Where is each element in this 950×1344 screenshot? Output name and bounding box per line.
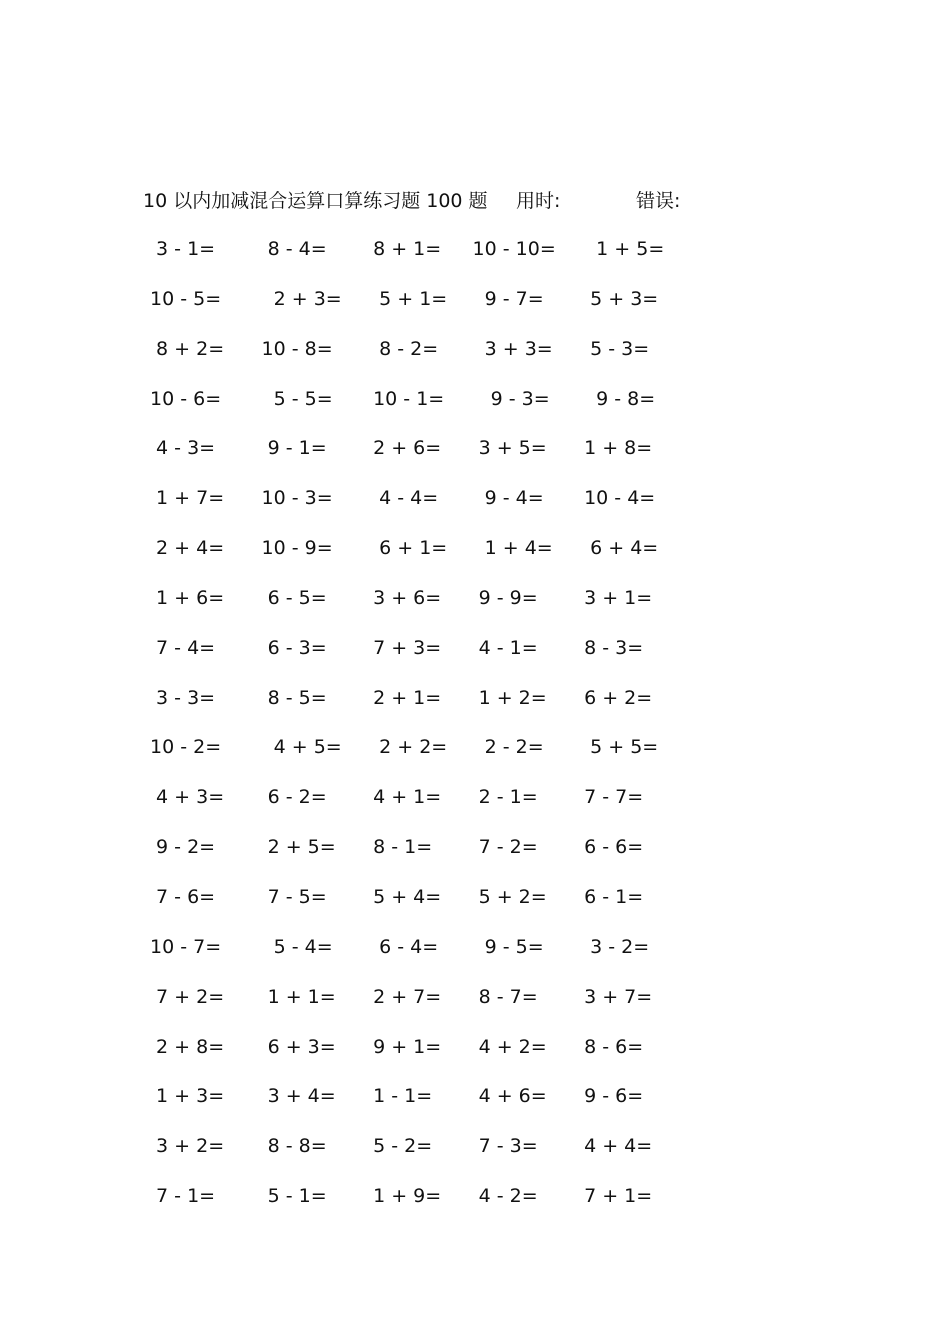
- problem-row: [150, 1081, 680, 1131]
- arithmetic-problem: 5 + 3=: [572, 287, 659, 310]
- arithmetic-problem: 1 + 4=: [466, 537, 553, 560]
- arithmetic-problem: 9 - 9=: [466, 586, 538, 609]
- arithmetic-problem: 2 - 1=: [466, 786, 538, 809]
- arithmetic-problem: 5 + 5=: [572, 736, 659, 759]
- arithmetic-problem: 7 - 1=: [150, 1185, 216, 1208]
- arithmetic-problem: 7 - 4=: [150, 636, 216, 659]
- arithmetic-problem: 5 - 4=: [255, 935, 333, 958]
- arithmetic-problem: 5 - 1=: [255, 1185, 327, 1208]
- arithmetic-problem: 10 - 6=: [150, 387, 222, 410]
- arithmetic-problem: 10 - 3=: [255, 487, 333, 510]
- arithmetic-problem: 6 + 2=: [572, 686, 653, 709]
- arithmetic-problem: 4 + 1=: [361, 786, 442, 809]
- arithmetic-problem: 7 - 2=: [466, 836, 538, 859]
- arithmetic-problem: 6 - 1=: [572, 885, 644, 908]
- errors-label: 错误:: [636, 190, 681, 212]
- arithmetic-problem: 9 - 4=: [466, 487, 544, 510]
- arithmetic-problem: 2 - 2=: [466, 736, 544, 759]
- arithmetic-problem: 3 + 1=: [572, 586, 653, 609]
- arithmetic-problem: 2 + 8=: [150, 1035, 225, 1058]
- problem-row: [150, 732, 680, 782]
- arithmetic-problem: 4 - 1=: [466, 636, 538, 659]
- arithmetic-problem: 6 + 1=: [361, 537, 448, 560]
- arithmetic-problem: 3 + 3=: [466, 337, 553, 360]
- arithmetic-problem: 5 + 1=: [361, 287, 448, 310]
- arithmetic-problem: 5 - 2=: [361, 1135, 433, 1158]
- arithmetic-problem: 8 - 8=: [255, 1135, 327, 1158]
- arithmetic-problem: 3 + 5=: [466, 437, 547, 460]
- arithmetic-problem: 2 + 2=: [361, 736, 448, 759]
- arithmetic-problem: 4 + 2=: [466, 1035, 547, 1058]
- arithmetic-problem: 8 - 3=: [572, 636, 644, 659]
- problem-row: [150, 782, 680, 832]
- arithmetic-problem: 4 + 4=: [572, 1135, 653, 1158]
- arithmetic-problem: 9 - 6=: [572, 1085, 644, 1108]
- problem-row: [150, 583, 680, 633]
- arithmetic-problem: 9 - 7=: [466, 287, 544, 310]
- problem-row: [150, 882, 680, 932]
- arithmetic-problem: 4 + 3=: [150, 786, 225, 809]
- problem-row: [150, 533, 680, 583]
- problem-row: [150, 982, 680, 1032]
- problem-row: [150, 683, 680, 733]
- arithmetic-problem: 10 - 1=: [361, 387, 445, 410]
- arithmetic-problem: 3 + 2=: [150, 1135, 225, 1158]
- arithmetic-problem: 3 + 6=: [361, 586, 442, 609]
- arithmetic-problem: 6 - 2=: [255, 786, 327, 809]
- arithmetic-problem: 8 - 2=: [361, 337, 439, 360]
- arithmetic-problem: 2 + 6=: [361, 437, 442, 460]
- arithmetic-problem: 3 - 1=: [150, 238, 216, 260]
- problem-grid: [150, 234, 680, 1231]
- arithmetic-problem: 1 + 1=: [255, 985, 336, 1008]
- arithmetic-problem: 5 - 3=: [572, 337, 650, 360]
- arithmetic-problem: 3 - 3=: [150, 686, 216, 709]
- problem-row: [150, 384, 680, 434]
- arithmetic-problem: 4 - 3=: [150, 437, 216, 460]
- time-used-label: 用时:: [516, 190, 561, 212]
- arithmetic-problem: 6 + 4=: [572, 537, 659, 560]
- problem-row: [150, 832, 680, 882]
- arithmetic-problem: 9 - 5=: [466, 935, 544, 958]
- arithmetic-problem: 1 + 3=: [150, 1085, 225, 1108]
- arithmetic-problem: 2 + 3=: [255, 287, 342, 310]
- arithmetic-problem: 10 - 9=: [255, 537, 333, 560]
- arithmetic-problem: 5 + 4=: [361, 885, 442, 908]
- arithmetic-problem: 8 - 5=: [255, 686, 327, 709]
- arithmetic-problem: 10 - 4=: [572, 487, 656, 510]
- problem-row: [150, 1032, 680, 1082]
- arithmetic-problem: 10 - 2=: [150, 736, 222, 759]
- problem-row: [150, 1181, 680, 1231]
- arithmetic-problem: 4 + 5=: [255, 736, 342, 759]
- arithmetic-problem: 7 + 3=: [361, 636, 442, 659]
- arithmetic-problem: 6 - 6=: [572, 836, 644, 859]
- arithmetic-problem: 7 - 3=: [466, 1135, 538, 1158]
- worksheet-header: [143, 186, 743, 216]
- arithmetic-problem: 6 - 4=: [361, 935, 439, 958]
- arithmetic-problem: 4 + 6=: [466, 1085, 547, 1108]
- arithmetic-problem: 10 - 10=: [466, 238, 556, 260]
- problem-row: [150, 433, 680, 483]
- arithmetic-problem: 8 + 2=: [150, 337, 225, 360]
- arithmetic-problem: 4 - 4=: [361, 487, 439, 510]
- arithmetic-problem: 7 + 1=: [572, 1185, 653, 1208]
- problem-row: [150, 483, 680, 533]
- arithmetic-problem: 9 - 1=: [255, 437, 327, 460]
- arithmetic-problem: 8 - 1=: [361, 836, 433, 859]
- arithmetic-problem: 1 - 1=: [361, 1085, 433, 1108]
- arithmetic-problem: 2 + 7=: [361, 985, 442, 1008]
- arithmetic-problem: 1 + 8=: [572, 437, 653, 460]
- arithmetic-problem: 9 + 1=: [361, 1035, 442, 1058]
- arithmetic-problem: 5 + 2=: [466, 885, 547, 908]
- problem-row: [150, 1131, 680, 1181]
- arithmetic-problem: 2 + 1=: [361, 686, 442, 709]
- arithmetic-problem: 7 + 2=: [150, 985, 225, 1008]
- arithmetic-problem: 3 - 2=: [572, 935, 650, 958]
- problem-row: [150, 932, 680, 982]
- problem-row: [150, 284, 680, 334]
- arithmetic-problem: 9 - 8=: [572, 387, 656, 410]
- arithmetic-problem: 3 + 7=: [572, 985, 653, 1008]
- arithmetic-problem: 8 - 6=: [572, 1035, 644, 1058]
- arithmetic-problem: 7 - 7=: [572, 786, 644, 809]
- arithmetic-problem: 1 + 7=: [150, 487, 225, 510]
- arithmetic-problem: 1 + 9=: [361, 1185, 442, 1208]
- problem-row: [150, 633, 680, 683]
- arithmetic-problem: 8 - 7=: [466, 985, 538, 1008]
- arithmetic-problem: 4 - 2=: [466, 1185, 538, 1208]
- arithmetic-problem: 10 - 7=: [150, 935, 222, 958]
- problem-row: [150, 334, 680, 384]
- arithmetic-problem: 10 - 5=: [150, 287, 222, 310]
- arithmetic-problem: 3 + 4=: [255, 1085, 336, 1108]
- problem-row: [150, 234, 680, 284]
- arithmetic-problem: 2 + 5=: [255, 836, 336, 859]
- arithmetic-problem: 9 - 3=: [466, 387, 550, 410]
- arithmetic-problem: 9 - 2=: [150, 836, 216, 859]
- arithmetic-problem: 1 + 5=: [572, 238, 665, 260]
- arithmetic-problem: 8 - 4=: [255, 238, 327, 260]
- arithmetic-problem: 6 + 3=: [255, 1035, 336, 1058]
- worksheet-title: 10 以内加减混合运算口算练习题 100 题: [143, 190, 488, 212]
- arithmetic-problem: 10 - 8=: [255, 337, 333, 360]
- arithmetic-problem: 7 - 5=: [255, 885, 327, 908]
- arithmetic-problem: 1 + 2=: [466, 686, 547, 709]
- arithmetic-problem: 2 + 4=: [150, 537, 225, 560]
- arithmetic-problem: 6 - 5=: [255, 586, 327, 609]
- arithmetic-problem: 7 - 6=: [150, 885, 216, 908]
- arithmetic-problem: 5 - 5=: [255, 387, 333, 410]
- arithmetic-problem: 6 - 3=: [255, 636, 327, 659]
- arithmetic-problem: 1 + 6=: [150, 586, 225, 609]
- arithmetic-problem: 8 + 1=: [361, 238, 442, 260]
